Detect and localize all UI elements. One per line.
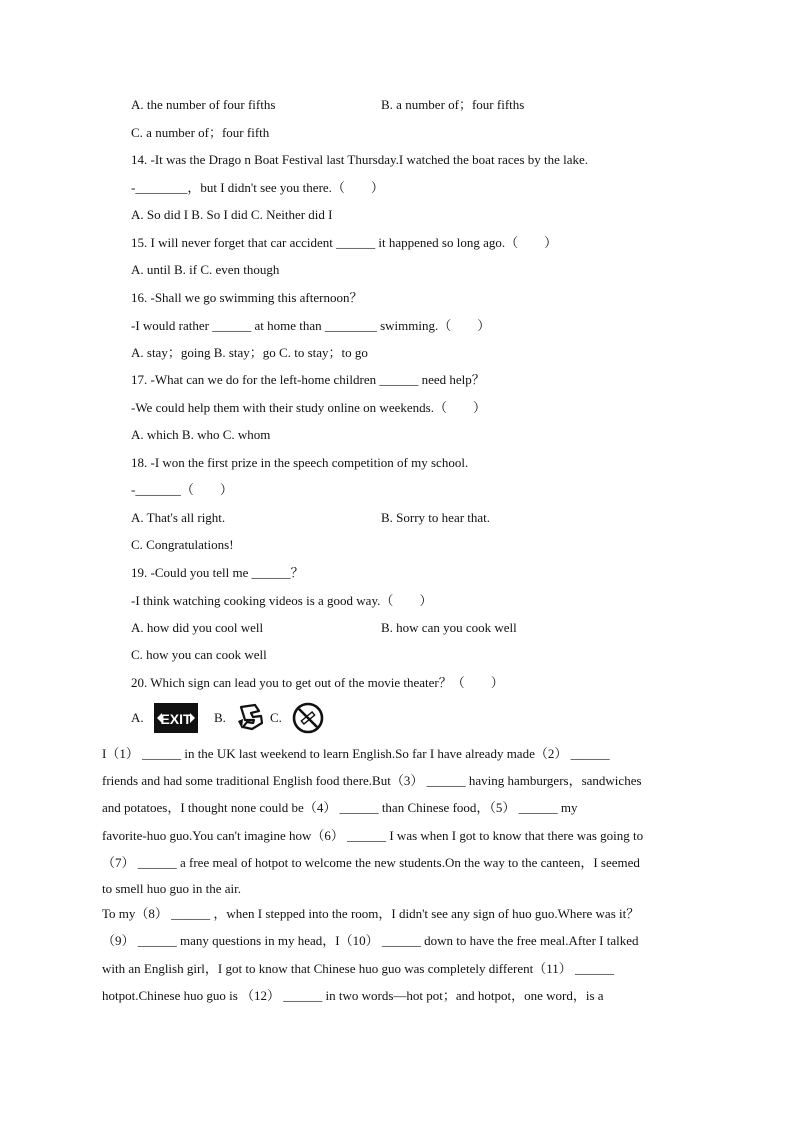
exit-sign-text: EXIT bbox=[160, 711, 192, 727]
q14-response: -________，but I didn't see you there.（ ） bbox=[131, 180, 384, 195]
passage-line: friends and had some traditional English food there.But（3） ______ having hamburgers，sandwiches bbox=[102, 773, 642, 788]
q15-options: A. until B. if C. even though bbox=[131, 262, 280, 277]
q19-response: -I think watching cooking videos is a good way.（ ） bbox=[131, 593, 433, 608]
passage-line: I（1） ______ in the UK last weekend to learn English.So far I have already made（2） ______ bbox=[102, 746, 610, 761]
passage-line: （9） ______ many questions in my head，I（10） ______ down to have the free meal.After I talked bbox=[102, 933, 639, 948]
q20-label-b: B. bbox=[214, 710, 226, 725]
q19-option-a: A. how did you cool well bbox=[131, 620, 264, 635]
q17-options: A. which B. who C. whom bbox=[131, 427, 271, 442]
q18-response: -_______（ ） bbox=[131, 482, 233, 497]
q20-label-a: A. bbox=[131, 710, 144, 725]
q19-stem: 19. -Could you tell me ______？ bbox=[131, 565, 304, 580]
q17-response: -We could help them with their study online on weekends.（ ） bbox=[131, 400, 486, 415]
q18-option-a: A. That's all right. bbox=[131, 510, 226, 525]
q18-stem: 18. -I won the first prize in the speech competition of my school. bbox=[131, 455, 469, 470]
q18-option-c: C. Congratulations! bbox=[131, 537, 234, 552]
q19-option-c: C. how you can cook well bbox=[131, 647, 267, 662]
passage-line: hotpot.Chinese huo guo is （12） ______ in two words—hot pot；and hotpot，one word，is a bbox=[102, 988, 604, 1003]
no-smoking-sign-icon bbox=[292, 702, 324, 739]
q13-option-c: C. a number of；four fifth bbox=[131, 125, 270, 140]
q15-stem: 15. I will never forget that car accident ______ it happened so long ago.（ ） bbox=[131, 235, 558, 250]
q16-stem: 16. -Shall we go swimming this afternoon？ bbox=[131, 290, 363, 305]
exit-sign-icon bbox=[154, 703, 198, 738]
passage-line: To my（8） ______ ，when I stepped into the room，I didn't see any sign of huo guo.Where was it？ bbox=[102, 906, 640, 921]
q14-options: A. So did I B. So I did C. Neither did I bbox=[131, 207, 333, 222]
passage-line: （7） ______ a free meal of hotpot to welcome the new students.On the way to the canteen，I seemed bbox=[102, 855, 640, 870]
passage-line: favorite-huo guo.You can't imagine how（6） ______ I was when I got to know that there was going to bbox=[102, 828, 644, 843]
q13-option-b: B. a number of；four fifths bbox=[381, 97, 525, 112]
q16-response: -I would rather ______ at home than ________ swimming.（ ） bbox=[131, 318, 491, 333]
q20-stem: 20. Which sign can lead you to get out of the movie theater？（ ） bbox=[131, 675, 504, 690]
symbol-sign-icon bbox=[235, 703, 267, 738]
q14-stem: 14. -It was the Drago n Boat Festival last Thursday.I watched the boat races by the lake. bbox=[131, 152, 589, 167]
q17-stem: 17. -What can we do for the left-home children ______ need help？ bbox=[131, 372, 485, 387]
q13-option-a: A. the number of four fifths bbox=[131, 97, 276, 112]
passage-line: with an English girl，I got to know that Chinese huo guo was completely different（11） ______ bbox=[102, 961, 614, 976]
passage-line: to smell huo guo in the air. bbox=[102, 881, 242, 896]
q18-option-b: B. Sorry to hear that. bbox=[381, 510, 491, 525]
passage-line: and potatoes，I thought none could be（4） ______ than Chinese food，（5） ______ my bbox=[102, 800, 578, 815]
q20-label-c: C. bbox=[270, 710, 282, 725]
q16-options: A. stay；going B. stay；go C. to stay；to go bbox=[131, 345, 368, 360]
q19-option-b: B. how can you cook well bbox=[381, 620, 517, 635]
